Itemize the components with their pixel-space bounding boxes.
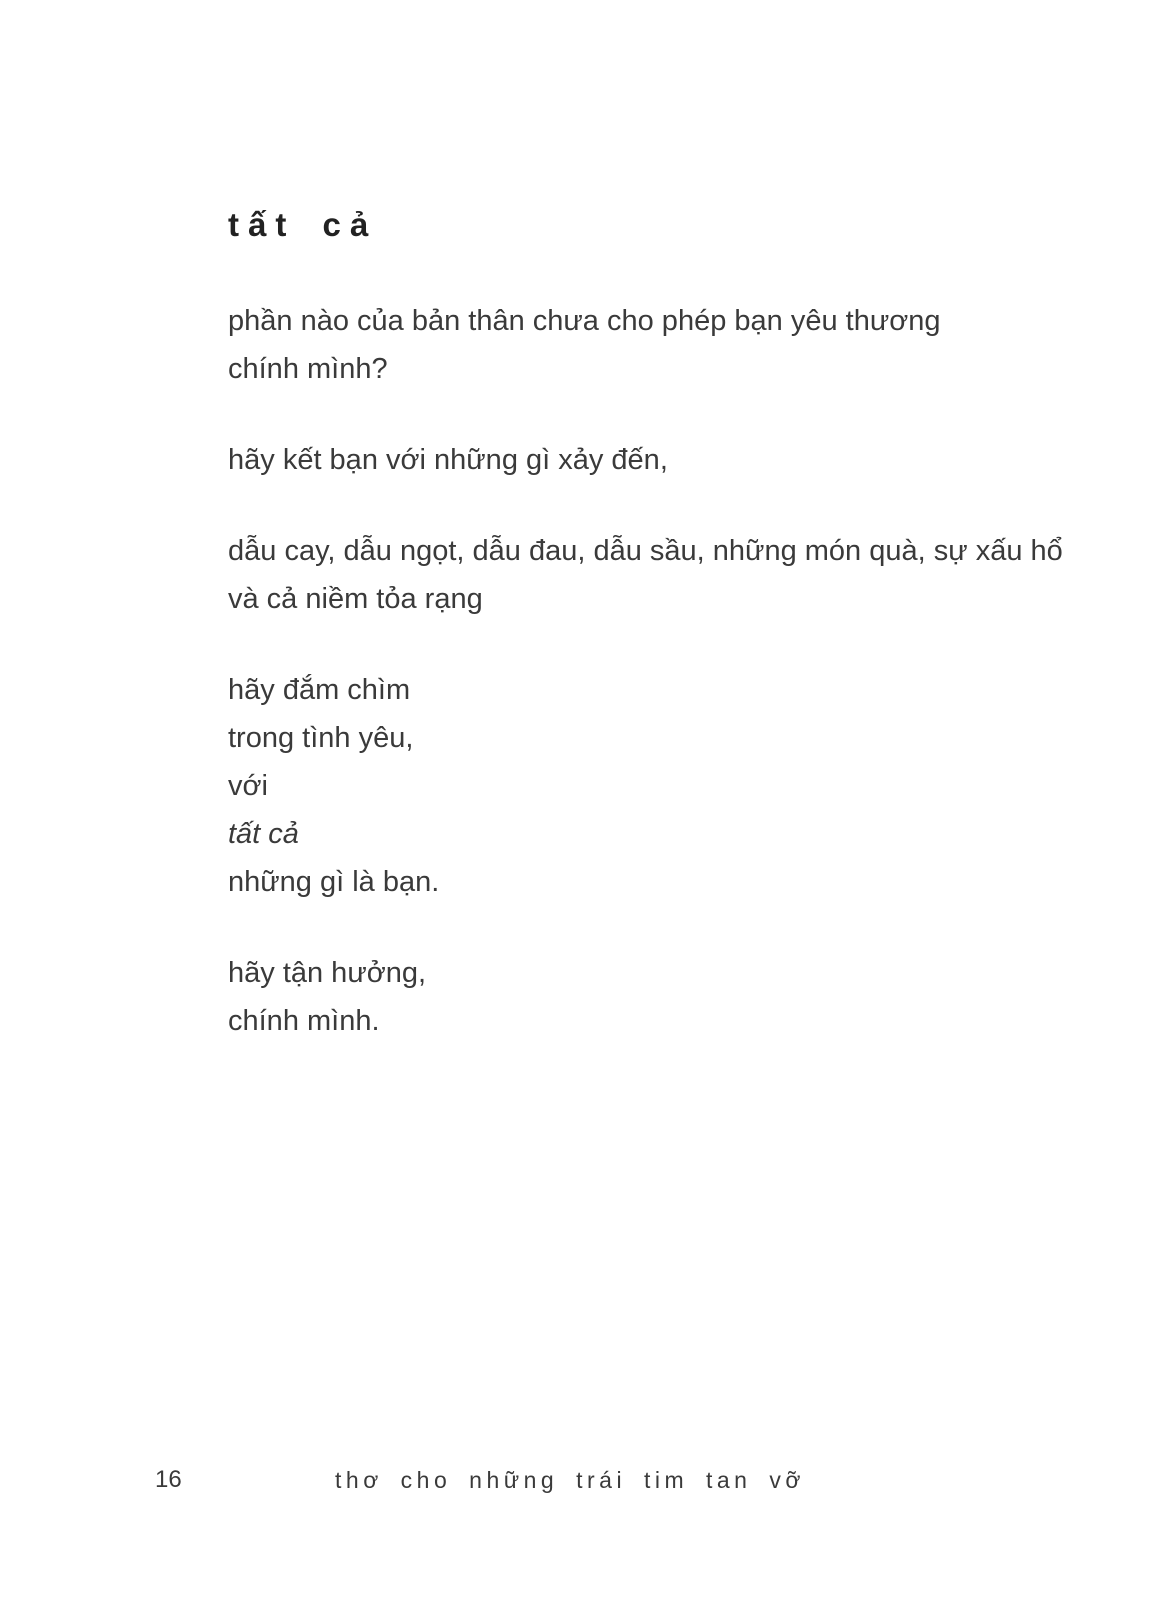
running-title: thơ cho những trái tim tan vỡ xyxy=(335,1467,805,1493)
page-footer xyxy=(0,1462,1166,1502)
stanza xyxy=(228,527,1066,623)
poem-line: hãy đắm chìm xyxy=(228,674,411,706)
poem-line: hãy kết bạn với những gì xảy đến, xyxy=(228,444,668,476)
poem-line: hãy tận hưởng, xyxy=(228,957,427,989)
poem-line: trong tình yêu, xyxy=(228,722,414,754)
poem-line: phần nào của bản thân chưa cho phép bạn yêu thương xyxy=(228,305,941,337)
stanza xyxy=(228,666,1066,906)
poem-line: chính mình. xyxy=(228,1005,380,1037)
book-page-content xyxy=(228,205,1066,1088)
poem-line: những gì là bạn. xyxy=(228,866,440,898)
stanza xyxy=(228,436,1066,484)
poem-line: dẫu cay, dẫu ngọt, dẫu đau, dẫu sầu, những món quà, sự xấu hổ xyxy=(228,535,1063,567)
poem-line: với xyxy=(228,770,268,802)
poem-line: chính mình? xyxy=(228,353,388,385)
page-number: 16 xyxy=(155,1466,182,1493)
stanza xyxy=(228,297,1066,393)
poem-title: tất cả xyxy=(228,206,378,243)
poem-line: tất cả xyxy=(228,818,299,850)
stanza xyxy=(228,949,1066,1045)
poem-line: và cả niềm tỏa rạng xyxy=(228,583,483,615)
poem-body xyxy=(228,297,1066,1045)
